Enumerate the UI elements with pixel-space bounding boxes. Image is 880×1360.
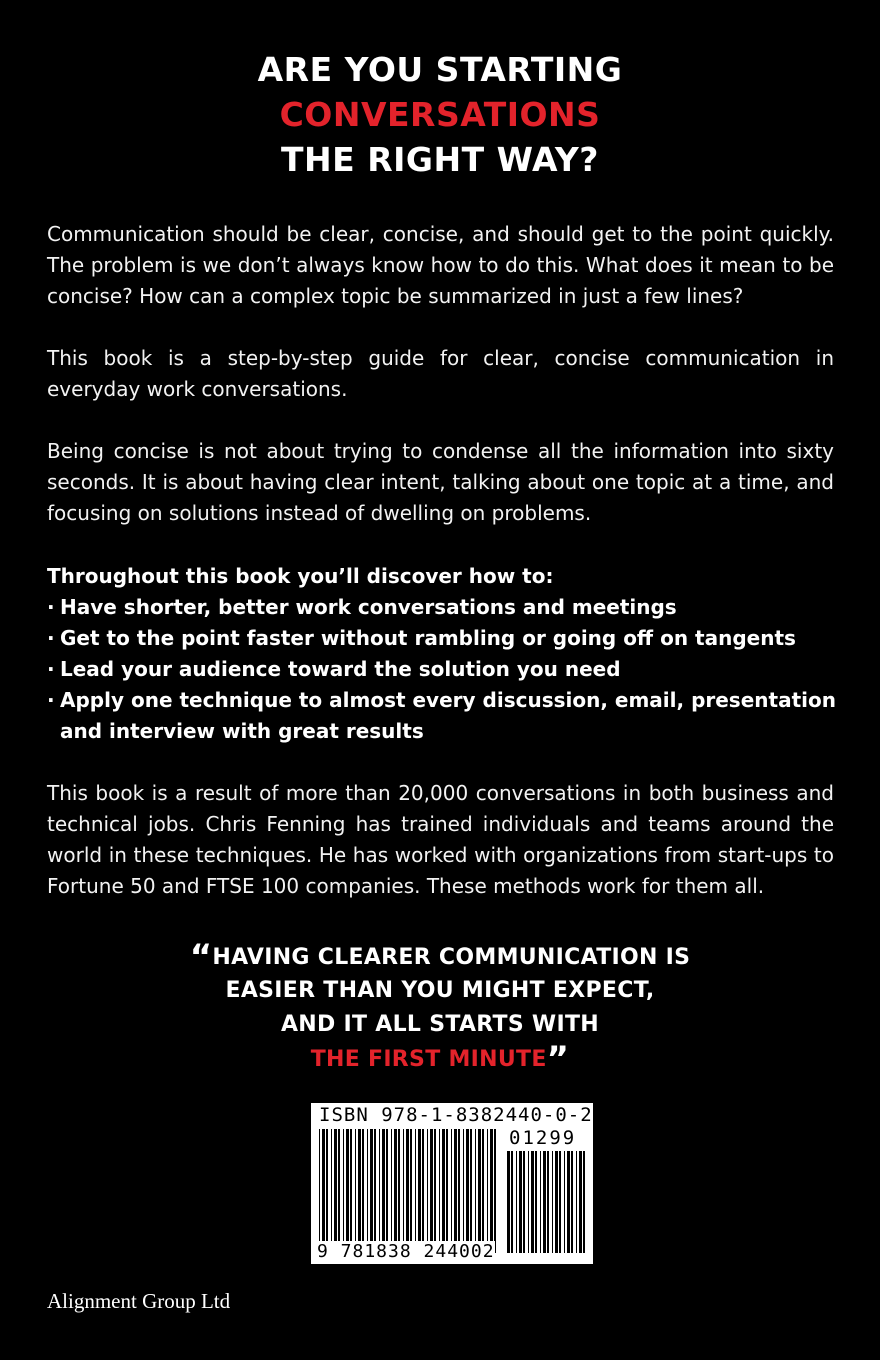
list-item-text: Get to the point faster without rambling or going off on tangents: [60, 626, 796, 650]
headline-line-1: ARE YOU STARTING: [257, 50, 623, 89]
close-quote-mark: ”: [546, 1039, 570, 1079]
discover-list: [47, 592, 837, 747]
list-item: [47, 685, 837, 747]
headline-line-3: THE RIGHT WAY?: [281, 140, 599, 179]
quote-line-1-text: HAVING CLEARER COMMUNICATION IS: [212, 945, 691, 970]
isbn-barcode: [311, 1103, 593, 1264]
intro-paragraph: Communication should be clear, concise, and should get to the point quickly. The problem is we don’t always know how to do this. What does it mean to be concise? How can a complex topic be summarized in just a few lines?: [47, 222, 834, 308]
ean-digits: 9 781838 244002: [317, 1241, 495, 1262]
list-item-text: Have shorter, better work conversations and meetings: [60, 595, 677, 619]
headline-line-2-highlight: CONVERSATIONS: [279, 95, 601, 134]
quote-line-1: [0, 937, 880, 977]
list-item: [47, 654, 837, 685]
quote-line-2: EASIER THAN YOU MIGHT EXPECT,: [225, 978, 655, 1003]
publisher-name: Alignment Group Ltd: [47, 1289, 231, 1313]
concise-paragraph: Being concise is not about trying to condense all the information into sixty seconds. It is about having clear intent, talking about one topic at a time, and focusing on solutions instead of dwelling on problems.: [47, 439, 834, 525]
open-quote-mark: “: [189, 937, 213, 977]
quote-line-3: AND IT ALL STARTS WITH: [280, 1012, 600, 1037]
author-paragraph: This book is a result of more than 20,000 conversations in both business and technical jobs. Chris Fenning has trained individuals and teams around the world in these techniques. He has worked with organizations from start-ups to Fortune 50 and FTSE 100 companies. These methods work for them all.: [47, 781, 834, 898]
list-item: [47, 623, 837, 654]
quote-highlight: THE FIRST MINUTE: [310, 1047, 547, 1072]
list-item-text: Apply one technique to almost every discussion, email, presentation and interview with great results: [60, 688, 836, 743]
list-item: [47, 592, 837, 623]
bullet-icon: ·: [47, 657, 55, 681]
quote-line-4: [0, 1039, 880, 1079]
bullet-icon: ·: [47, 595, 55, 619]
guide-paragraph: This book is a step-by-step guide for clear, concise communication in everyday work conversations.: [47, 346, 834, 401]
bullet-icon: ·: [47, 688, 55, 712]
isbn-label: ISBN 978-1-8382440-0-2: [319, 1104, 593, 1126]
bullet-icon: ·: [47, 626, 55, 650]
discover-heading: Throughout this book you’ll discover how to:: [47, 564, 554, 588]
price-code: 01299: [509, 1127, 577, 1149]
list-item-text: Lead your audience toward the solution you need: [60, 657, 621, 681]
